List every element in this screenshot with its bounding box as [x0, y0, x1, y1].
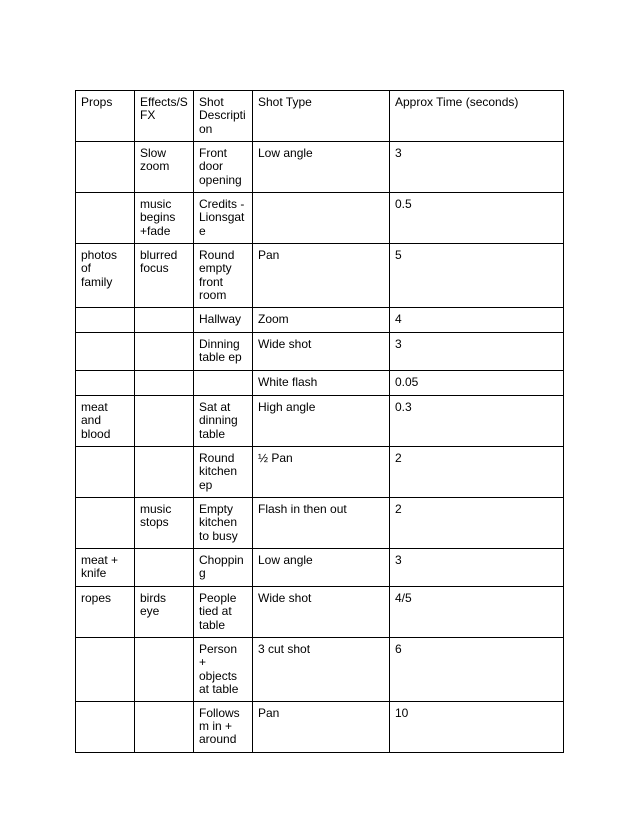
cell-shot-description [194, 447, 253, 498]
cell-text: Low angle [258, 146, 313, 160]
table-row [76, 396, 564, 447]
cell-approx-time [390, 587, 564, 638]
table-row [76, 371, 564, 396]
cell-text: Choppin g [199, 553, 244, 581]
table-row [76, 638, 564, 702]
table-row [76, 701, 564, 752]
cell-props [76, 142, 135, 193]
cell-text: White flash [258, 375, 318, 389]
cell-effects-sfx [135, 638, 194, 702]
cell-props [76, 371, 135, 396]
cell-effects-sfx [135, 587, 194, 638]
cell-text: Front door opening [199, 146, 242, 187]
cell-shot-type [253, 193, 390, 244]
header-row [76, 91, 564, 142]
table-row [76, 308, 564, 333]
cell-text: 2 [395, 451, 402, 465]
cell-approx-time [390, 701, 564, 752]
cell-text: Credits - Lionsgat e [199, 197, 245, 238]
cell-shot-description [194, 638, 253, 702]
cell-approx-time [390, 447, 564, 498]
cell-effects-sfx [135, 142, 194, 193]
header-cell-shot-description [194, 91, 253, 142]
cell-text: 10 [395, 705, 409, 720]
cell-approx-time [390, 142, 564, 193]
cell-text: Round empty front room [199, 248, 235, 303]
cell-text: Shot Descripti on [199, 95, 246, 136]
table-row [76, 549, 564, 587]
cell-text: Sat at dinning table [199, 400, 238, 441]
cell-text: Flash in then out [258, 502, 347, 516]
cell-text: 5 [395, 248, 402, 262]
cell-shot-description [194, 333, 253, 371]
header-cell-effects-sfx [135, 91, 194, 142]
cell-text: 3 [395, 553, 402, 567]
cell-text: Pan [258, 248, 280, 262]
cell-props [76, 308, 135, 333]
cell-text: ropes [81, 591, 112, 605]
cell-effects-sfx [135, 549, 194, 587]
table-row [76, 498, 564, 549]
cell-shot-type [253, 447, 390, 498]
cell-text: High angle [258, 400, 316, 414]
cell-text: Follows m in + around [199, 705, 240, 747]
cell-shot-type [253, 371, 390, 396]
cell-shot-type [253, 587, 390, 638]
cell-effects-sfx [135, 244, 194, 308]
cell-text: photos of family [81, 248, 118, 289]
cell-text: Effects/S FX [140, 95, 188, 123]
cell-approx-time [390, 638, 564, 702]
cell-props [76, 396, 135, 447]
cell-shot-description [194, 587, 253, 638]
cell-shot-type [253, 308, 390, 333]
cell-shot-description [194, 371, 253, 396]
cell-effects-sfx [135, 193, 194, 244]
cell-props [76, 333, 135, 371]
table-row [76, 244, 564, 308]
cell-effects-sfx [135, 498, 194, 549]
cell-text: 4/5 [395, 591, 412, 605]
cell-shot-description [194, 244, 253, 308]
header-cell-props [76, 91, 135, 142]
table-row [76, 447, 564, 498]
cell-props [76, 244, 135, 308]
cell-approx-time [390, 396, 564, 447]
cell-props [76, 447, 135, 498]
cell-shot-description [194, 701, 253, 752]
cell-text: People tied at table [199, 591, 237, 632]
cell-text: Pan [258, 705, 280, 720]
cell-text: Round kitchen ep [199, 451, 238, 492]
cell-text: 3 cut shot [258, 642, 311, 656]
cell-approx-time [390, 244, 564, 308]
cell-text: 6 [395, 642, 402, 656]
cell-text: 3 [395, 146, 402, 160]
cell-text: Low angle [258, 553, 313, 567]
cell-props [76, 498, 135, 549]
cell-effects-sfx [135, 308, 194, 333]
cell-text: 2 [395, 502, 402, 516]
cell-text: Hallway [199, 312, 242, 326]
cell-text: Dinning table ep [199, 337, 242, 365]
cell-props [76, 549, 135, 587]
cell-text: Shot Type [258, 95, 312, 109]
cell-effects-sfx [135, 371, 194, 396]
cell-text: 4 [395, 312, 402, 326]
cell-text: Person + objects at table [199, 642, 239, 697]
header-cell-approx-time [390, 91, 564, 142]
cell-text: Wide shot [258, 337, 312, 351]
cell-effects-sfx [135, 447, 194, 498]
cell-text: meat and blood [81, 400, 111, 441]
cell-text: meat + knife [81, 553, 119, 581]
cell-text: music stops [140, 502, 172, 530]
shot-list-body [76, 91, 564, 753]
cell-props [76, 193, 135, 244]
cell-effects-sfx [135, 396, 194, 447]
cell-shot-description [194, 142, 253, 193]
cell-text: Props [81, 95, 113, 109]
cell-text: Empty kitchen to busy [199, 502, 238, 543]
table-row [76, 587, 564, 638]
cell-text: 0.3 [395, 400, 412, 414]
cell-text: Wide shot [258, 591, 312, 605]
cell-shot-description [194, 308, 253, 333]
header-cell-shot-type [253, 91, 390, 142]
cell-text: birds eye [140, 591, 167, 619]
cell-shot-description [194, 498, 253, 549]
table-row [76, 142, 564, 193]
cell-props [76, 587, 135, 638]
cell-shot-description [194, 549, 253, 587]
cell-text: 0.5 [395, 197, 412, 211]
cell-text: Zoom [258, 312, 289, 326]
cell-props [76, 701, 135, 752]
cell-shot-type [253, 333, 390, 371]
table-row [76, 333, 564, 371]
cell-text: music begins +fade [140, 197, 176, 238]
cell-shot-description [194, 396, 253, 447]
cell-text: Slow zoom [140, 146, 170, 174]
cell-approx-time [390, 308, 564, 333]
cell-approx-time [390, 371, 564, 396]
cell-shot-type [253, 498, 390, 549]
cell-shot-type [253, 244, 390, 308]
cell-shot-type [253, 142, 390, 193]
cell-text: 0.05 [395, 375, 419, 389]
table-row [76, 193, 564, 244]
cell-text: blurred focus [140, 248, 178, 276]
cell-shot-type [253, 396, 390, 447]
shot-list-table [75, 90, 564, 753]
cell-approx-time [390, 333, 564, 371]
cell-approx-time [390, 498, 564, 549]
cell-effects-sfx [135, 701, 194, 752]
cell-text: ½ Pan [258, 451, 293, 465]
cell-approx-time [390, 193, 564, 244]
cell-shot-type [253, 549, 390, 587]
cell-shot-type [253, 701, 390, 752]
cell-approx-time [390, 549, 564, 587]
cell-props [76, 638, 135, 702]
cell-text: Approx Time (seconds) [395, 95, 519, 109]
cell-effects-sfx [135, 333, 194, 371]
cell-shot-type [253, 638, 390, 702]
cell-shot-description [194, 193, 253, 244]
cell-text: 3 [395, 337, 402, 351]
